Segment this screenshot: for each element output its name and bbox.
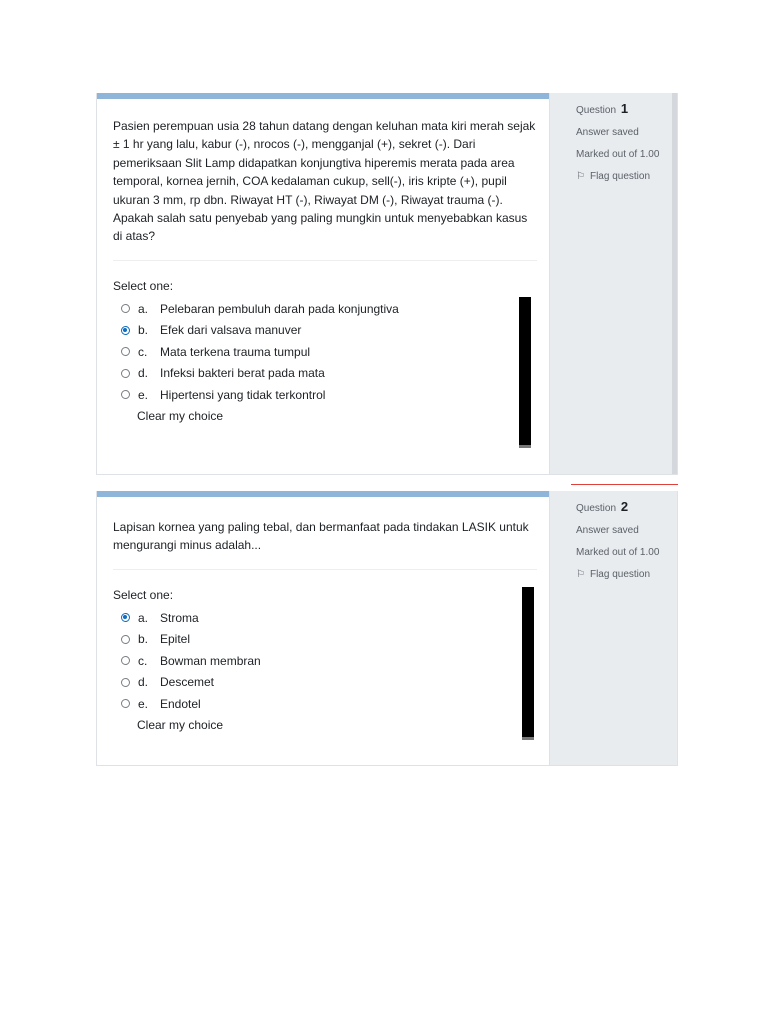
flag-icon: ⚐ <box>576 171 585 182</box>
question-content <box>113 117 537 423</box>
question-info-panel <box>549 491 677 765</box>
select-one-label: Select one: <box>113 278 174 293</box>
answer-option-d[interactable] <box>113 362 537 384</box>
answer-option-e[interactable] <box>113 384 537 406</box>
option-letter: d. <box>138 675 149 690</box>
option-letter: b. <box>138 323 149 338</box>
option-letter: a. <box>138 301 149 316</box>
marked-out-of: Marked out of 1.00 <box>576 547 660 558</box>
scrollbar[interactable] <box>522 587 534 740</box>
option-text: Descemet <box>160 675 215 690</box>
answer-option-e[interactable] <box>113 693 537 715</box>
answer-option-b[interactable] <box>113 628 537 650</box>
divider <box>113 569 537 570</box>
question-content <box>113 518 537 732</box>
scrollbar[interactable] <box>519 297 531 448</box>
option-letter: c. <box>138 653 148 668</box>
option-text: Pelebaran pembuluh darah pada konjungtiva <box>160 301 399 316</box>
flag-icon: ⚐ <box>576 569 585 580</box>
flag-question-link[interactable] <box>576 569 677 580</box>
answer-options <box>113 298 537 406</box>
radio-button[interactable] <box>121 390 130 399</box>
answer-option-c[interactable] <box>113 341 537 363</box>
option-text: Infeksi bakteri berat pada mata <box>160 366 325 381</box>
marked-out-of: Marked out of 1.00 <box>576 149 660 160</box>
question-number-line <box>576 499 677 514</box>
answer-option-c[interactable] <box>113 650 537 672</box>
option-letter: a. <box>138 610 149 625</box>
separator-line <box>571 484 678 485</box>
question-card-1 <box>96 93 678 475</box>
question-text-paragraph: Lapisan kornea yang paling tebal, dan bermanfaat pada tindakan LASIK untuk mengurangi minus adalah... <box>113 520 529 553</box>
clear-choice-link[interactable]: Clear my choice <box>137 409 224 424</box>
answer-option-a[interactable] <box>113 298 537 320</box>
question-number-line <box>576 101 672 116</box>
option-text: Endotel <box>160 696 201 711</box>
option-letter: e. <box>138 696 149 711</box>
radio-button-selected[interactable] <box>121 613 130 622</box>
question-info-panel <box>549 93 677 474</box>
question-text <box>113 117 537 246</box>
answer-option-b[interactable] <box>113 319 537 341</box>
answer-options <box>113 607 537 715</box>
question-accent-bar <box>97 491 552 497</box>
option-text: Mata terkena trauma tumpul <box>160 344 311 359</box>
radio-button-selected[interactable] <box>121 326 130 335</box>
radio-button[interactable] <box>121 678 130 687</box>
question-number: 1 <box>620 101 629 116</box>
question-card-2 <box>96 491 678 766</box>
radio-button[interactable] <box>121 656 130 665</box>
radio-button[interactable] <box>121 699 130 708</box>
question-text-paragraph: Pasien perempuan usia 28 tahun datang dengan keluhan mata kiri merah sejak ± 1 hr yang lalu, kabur (-), nrocos (-), mengganjal (+), sekret (-). Dari pemeriksaan Slit Lamp didapatkan konjungtiva hiperemis merata pada area temporal, kornea jernih, COA kedalaman cukup, sell(-), iris kripte (+), pupil ukuran 3 mm, rp dbn. Riwayat HT (-), Riwayat DM (-), Riwayat trauma (-). <box>113 119 536 207</box>
answer-option-a[interactable] <box>113 607 537 629</box>
radio-button[interactable] <box>121 347 130 356</box>
question-label: Question <box>576 503 617 514</box>
flag-question-label: Flag question <box>589 171 651 182</box>
radio-button[interactable] <box>121 369 130 378</box>
option-text: Bowman membran <box>160 653 261 668</box>
question-number: 2 <box>620 499 629 514</box>
divider <box>113 260 537 261</box>
question-text <box>113 518 537 555</box>
answer-option-d[interactable] <box>113 671 537 693</box>
option-letter: d. <box>138 366 149 381</box>
option-text: Stroma <box>160 610 199 625</box>
question-text-paragraph: Apakah salah satu penyebab yang paling mungkin untuk menyebabkan kasus di atas? <box>113 211 528 244</box>
option-letter: e. <box>138 387 149 402</box>
answer-status: Answer saved <box>576 127 639 138</box>
select-one-label: Select one: <box>113 587 174 602</box>
option-letter: c. <box>138 344 148 359</box>
clear-choice-link[interactable]: Clear my choice <box>137 718 224 733</box>
radio-button[interactable] <box>121 635 130 644</box>
flag-question-label: Flag question <box>589 569 651 580</box>
radio-button[interactable] <box>121 304 130 313</box>
flag-question-link[interactable] <box>576 171 672 182</box>
option-text: Hipertensi yang tidak terkontrol <box>160 387 326 402</box>
answer-status: Answer saved <box>576 525 639 536</box>
option-text: Efek dari valsava manuver <box>160 323 302 338</box>
option-text: Epitel <box>160 632 191 647</box>
option-letter: b. <box>138 632 149 647</box>
question-label: Question <box>576 105 617 116</box>
question-accent-bar <box>97 93 552 99</box>
